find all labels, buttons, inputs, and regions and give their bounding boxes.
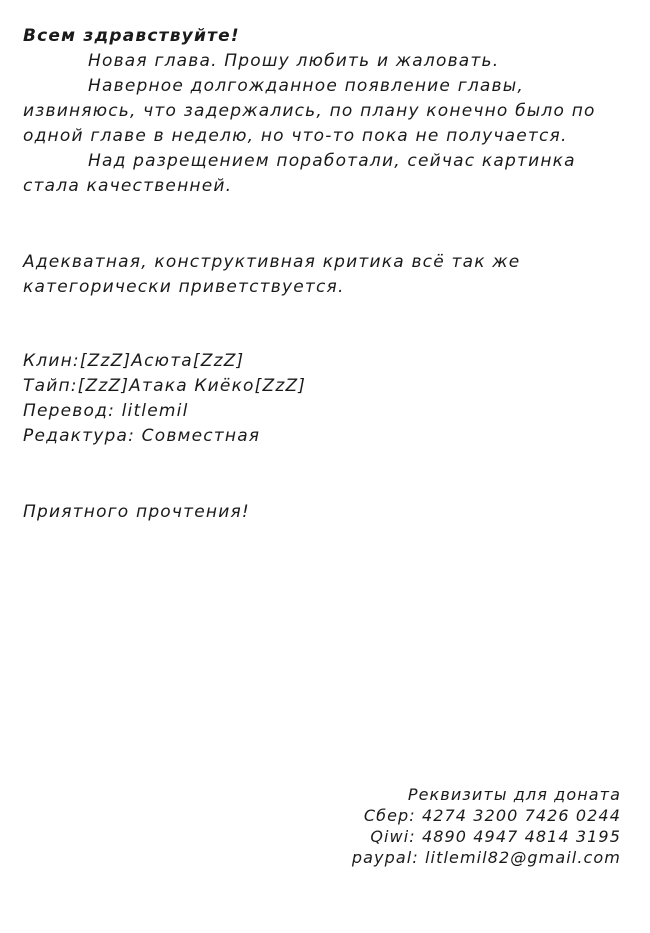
intro-line: Новая глава. Прошу любить и жаловать. xyxy=(88,51,500,71)
credit-editing: Редактура: Совместная xyxy=(23,426,261,446)
credit-translation: Перевод: litlemil xyxy=(23,401,189,421)
intro-line: стала качественней. xyxy=(23,176,233,196)
intro-line: извиняюсь, что задержались, по плану конечно было по xyxy=(23,101,596,121)
critique-line: категорически приветствуется. xyxy=(23,277,345,297)
intro-line: Наверное долгожданное появление главы, xyxy=(88,76,524,96)
critique-line: Адекватная, конструктивная критика всё так же xyxy=(23,252,521,272)
donate-heading: Реквизиты для доната xyxy=(407,785,621,804)
credit-clean: Клин:[ZzZ]Асюта[ZzZ] xyxy=(23,351,245,371)
intro-line: одной главе в неделю, но что-то пока не получается. xyxy=(23,126,568,146)
donate-paypal: paypal: litlemil82@gmail.com xyxy=(351,848,621,867)
closing-text: Приятного прочтения! xyxy=(23,502,250,522)
donate-sber: Сбер: 4274 3200 7426 0244 xyxy=(363,806,621,825)
credit-type: Тайп:[ZzZ]Атака Киёко[ZzZ] xyxy=(23,376,307,396)
donate-qiwi: Qiwi: 4890 4947 4814 3195 xyxy=(370,827,621,846)
greeting-heading: Всем здравствуйте! xyxy=(23,26,240,46)
intro-line: Над разрещением поработали, сейчас картинка xyxy=(88,151,576,171)
